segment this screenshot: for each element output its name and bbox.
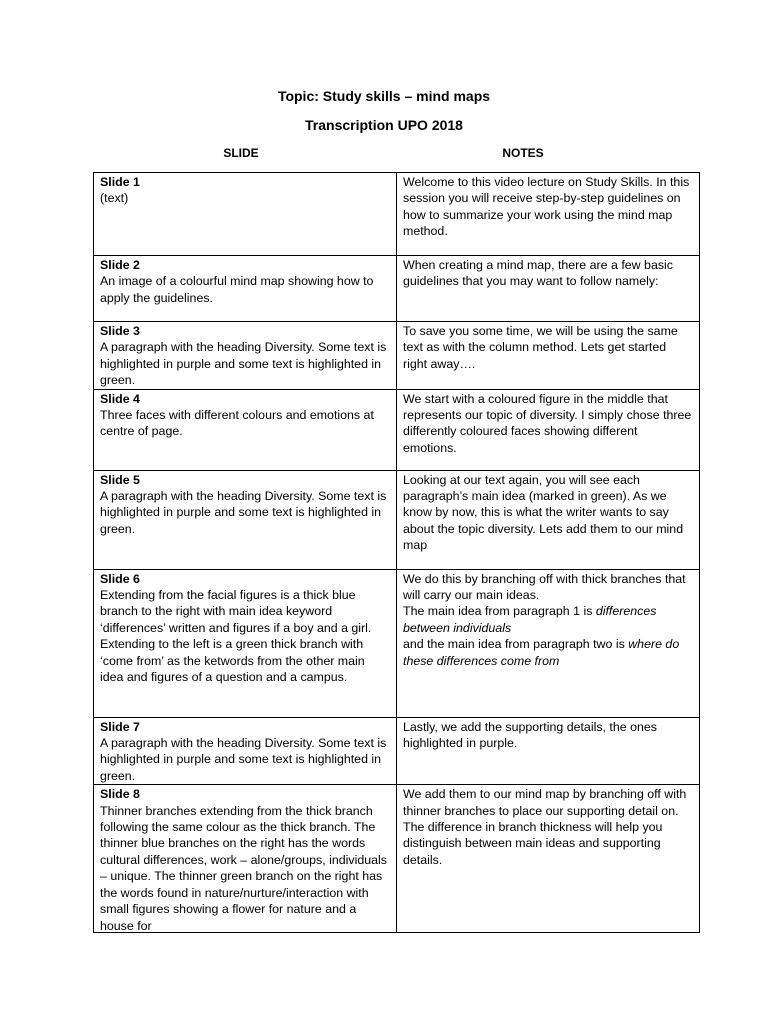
- slide-description: Thinner branches extending from the thick branch following the same colour as the thick branch. The thinner blue branches on the right has the words cultural differences, work – alone/groups, individuals – unique. The thinner green branch on the right has the words found in nature/nurture/interaction with small figures showing a flower for nature and a house for: [100, 803, 387, 933]
- slide-cell: [94, 322, 397, 390]
- slide-name: Slide 1: [100, 175, 140, 189]
- slide-cell: [94, 569, 397, 717]
- slide-description: A paragraph with the heading Diversity. Some text is highlighted in purple and some text is highlighted in green.: [100, 340, 387, 388]
- slide-name: Slide 3: [100, 324, 140, 338]
- slide-description: Extending from the facial figures is a thick blue branch to the right with main idea keyword ‘differences’ written and figures if a boy and a girl. Extending to the left is a green thick branch with ‘come from’ as the ketwords from the other main idea and figures of a question and a campus.: [100, 588, 372, 685]
- slide-cell: [94, 389, 397, 470]
- notes-text: We do this by branching off with thick branches that will carry our main ideas.: [403, 571, 686, 603]
- slide-name: Slide 7: [100, 719, 140, 734]
- notes-cell: Lastly, we add the supporting details, the ones highlighted in purple.: [397, 717, 700, 785]
- slide-description: (text): [100, 191, 129, 206]
- table-row: [94, 173, 700, 256]
- table-row: [94, 717, 700, 785]
- notes-text: The main idea from paragraph 1 is: [403, 604, 596, 619]
- slide-cell: [94, 470, 397, 569]
- notes-text: and the main idea from paragraph two is: [403, 637, 629, 652]
- slide-name: Slide 5: [100, 472, 140, 487]
- slide-name: Slide 8: [100, 787, 140, 802]
- slide-cell: [94, 256, 397, 322]
- notes-cell: [397, 569, 700, 717]
- column-header-slide: SLIDE: [223, 146, 259, 160]
- table-row: [94, 785, 700, 933]
- slide-description: An image of a colourful mind map showing how to apply the guidelines.: [100, 274, 374, 305]
- slide-name: Slide 6: [100, 571, 140, 586]
- column-header-notes: NOTES: [502, 146, 544, 160]
- slide-cell-content: [100, 786, 390, 932]
- notes-text: [403, 603, 693, 636]
- notes-cell: To save you some time, we will be using the same text as with the column method. Lets get started right away….: [397, 322, 700, 390]
- transcription-table: [93, 172, 700, 933]
- notes-emphasis: differences between individuals: [403, 604, 657, 635]
- page-subtitle: Transcription UPO 2018: [305, 117, 463, 133]
- slide-description: A paragraph with the heading Diversity. Some text is highlighted in purple and some text is highlighted in green.: [100, 736, 387, 783]
- notes-emphasis: where do these differences come from: [403, 637, 680, 668]
- slide-name: Slide 4: [100, 391, 140, 406]
- table-row: [94, 569, 700, 717]
- notes-cell: Looking at our text again, you will see each paragraph’s main idea (marked in green). As we know by now, this is what the writer wants to say about the topic diversity. Lets add them to our mind map: [397, 470, 700, 569]
- notes-cell: We add them to our mind map by branching off with thinner branches to place our supporting detail on. The difference in branch thickness will help you distinguish between main ideas and supporting details.: [397, 785, 700, 933]
- notes-cell: When creating a mind map, there are a few basic guidelines that you may want to follow namely:: [397, 256, 700, 322]
- page-title: Topic: Study skills – mind maps: [277, 88, 491, 104]
- slide-name: Slide 2: [100, 258, 140, 272]
- notes-text: [403, 636, 693, 669]
- slide-cell: [94, 717, 397, 785]
- table-row: [94, 470, 700, 569]
- notes-cell: We start with a coloured figure in the middle that represents our topic of diversity. I simply chose three differently coloured faces showing different emotions.: [397, 389, 700, 470]
- slide-cell: [94, 173, 397, 256]
- table-row: [94, 389, 700, 470]
- table-row: [94, 322, 700, 390]
- table-row: [94, 256, 700, 322]
- slide-description: Three faces with different colours and emotions at centre of page.: [100, 408, 374, 439]
- slide-description: A paragraph with the heading Diversity. Some text is highlighted in purple and some text is highlighted in green.: [100, 489, 387, 536]
- slide-cell: [94, 785, 397, 933]
- notes-cell: Welcome to this video lecture on Study Skills. In this session you will receive step-by-step guidelines on how to summarize your work using the mind map method.: [397, 173, 700, 256]
